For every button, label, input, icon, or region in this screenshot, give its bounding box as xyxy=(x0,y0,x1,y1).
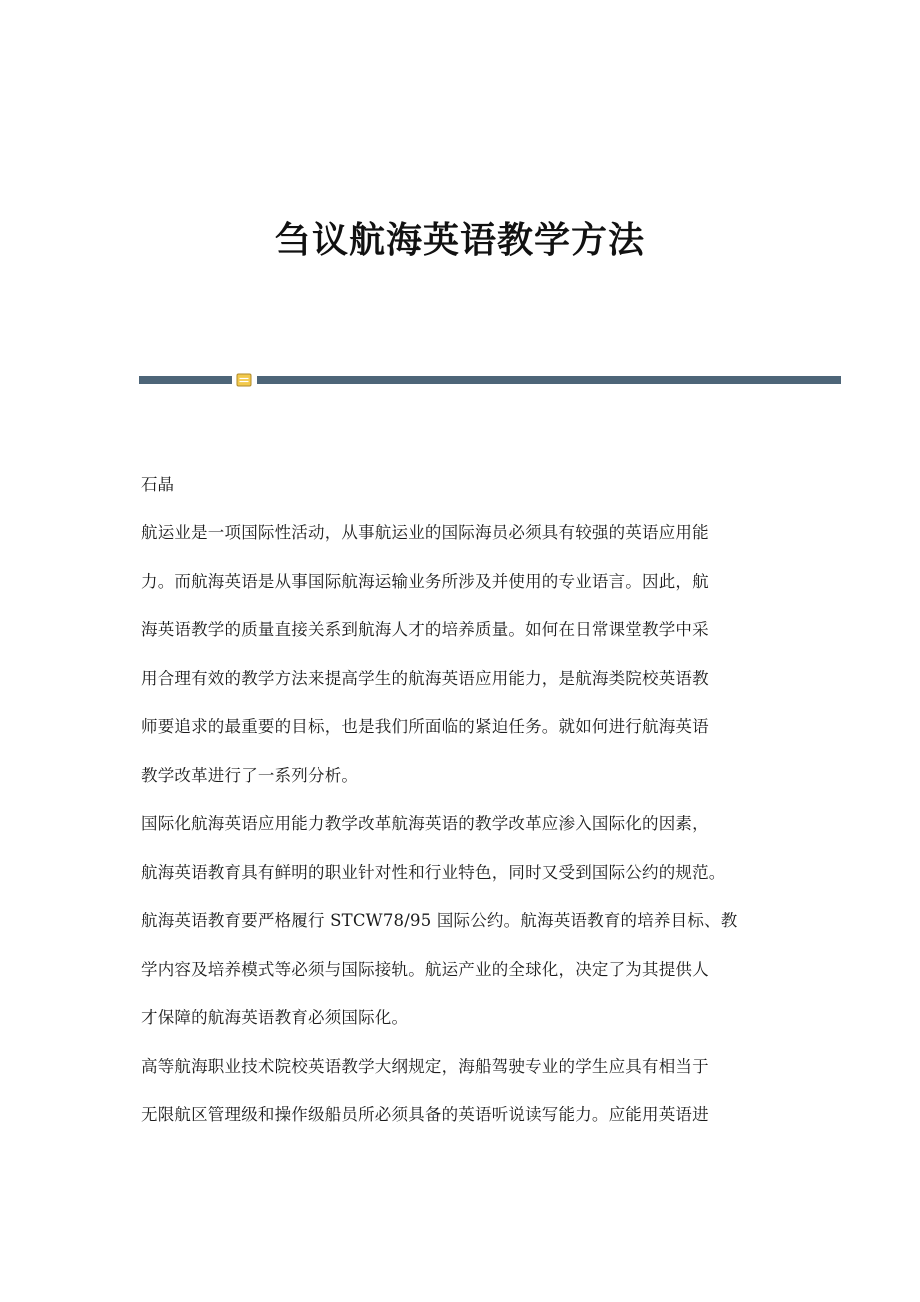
divider-ornament-icon xyxy=(236,373,252,387)
paragraph-line: 国际化航海英语应用能力教学改革航海英语的教学改革应渗入国际化的因素， xyxy=(141,814,709,833)
paragraph-line: 海英语教学的质量直接关系到航海人才的培养质量。如何在日常课堂教学中采 xyxy=(141,620,709,639)
paragraph-line: 师要追求的最重要的目标，也是我们所面临的紧迫任务。就如何进行航海英语 xyxy=(141,717,709,736)
paragraph-line: 用合理有效的教学方法来提高学生的航海英语应用能力，是航海类院校英语教 xyxy=(141,668,709,688)
document-body xyxy=(141,461,801,1140)
title-divider xyxy=(139,373,841,387)
paragraph-line: 高等航海职业技术院校英语教学大纲规定，海船驾驶专业的学生应具有相当于 xyxy=(141,1056,709,1076)
paragraph-line: 航海英语教育具有鲜明的职业针对性和行业特色，同时又受到国际公约的规范。 xyxy=(141,862,726,882)
paragraph-line: 教学改革进行了一系列分析。 xyxy=(141,765,359,785)
paragraph-line: 航运业是一项国际性活动，从事航运业的国际海员必须具有较强的英语应用能 xyxy=(141,523,709,542)
paragraph-intro xyxy=(141,509,801,800)
divider-bar-left xyxy=(139,376,232,384)
paragraph-syllabus xyxy=(141,1043,801,1140)
document-title: 刍议航海英语教学方法 xyxy=(274,219,645,261)
author-name: 石晶 xyxy=(141,475,174,494)
paragraph-line: 无限航区管理级和操作级船员所必须具备的英语听说读写能力。应能用英语进 xyxy=(141,1105,709,1124)
divider-bar-right xyxy=(257,376,841,384)
paragraph-line: 学内容及培养模式等必须与国际接轨。航运产业的全球化，决定了为其提供人 xyxy=(141,959,709,979)
paragraph-internationalization xyxy=(141,800,801,1043)
paragraph-line: 才保障的航海英语教育必须国际化。 xyxy=(141,1008,409,1027)
paragraph-line: 航海英语教育要严格履行 STCW78/95 国际公约。航海英语教育的培养目标、教 xyxy=(141,911,738,930)
paragraph-line: 力。而航海英语是从事国际航海运输业务所涉及并使用的专业语言。因此，航 xyxy=(141,571,709,591)
